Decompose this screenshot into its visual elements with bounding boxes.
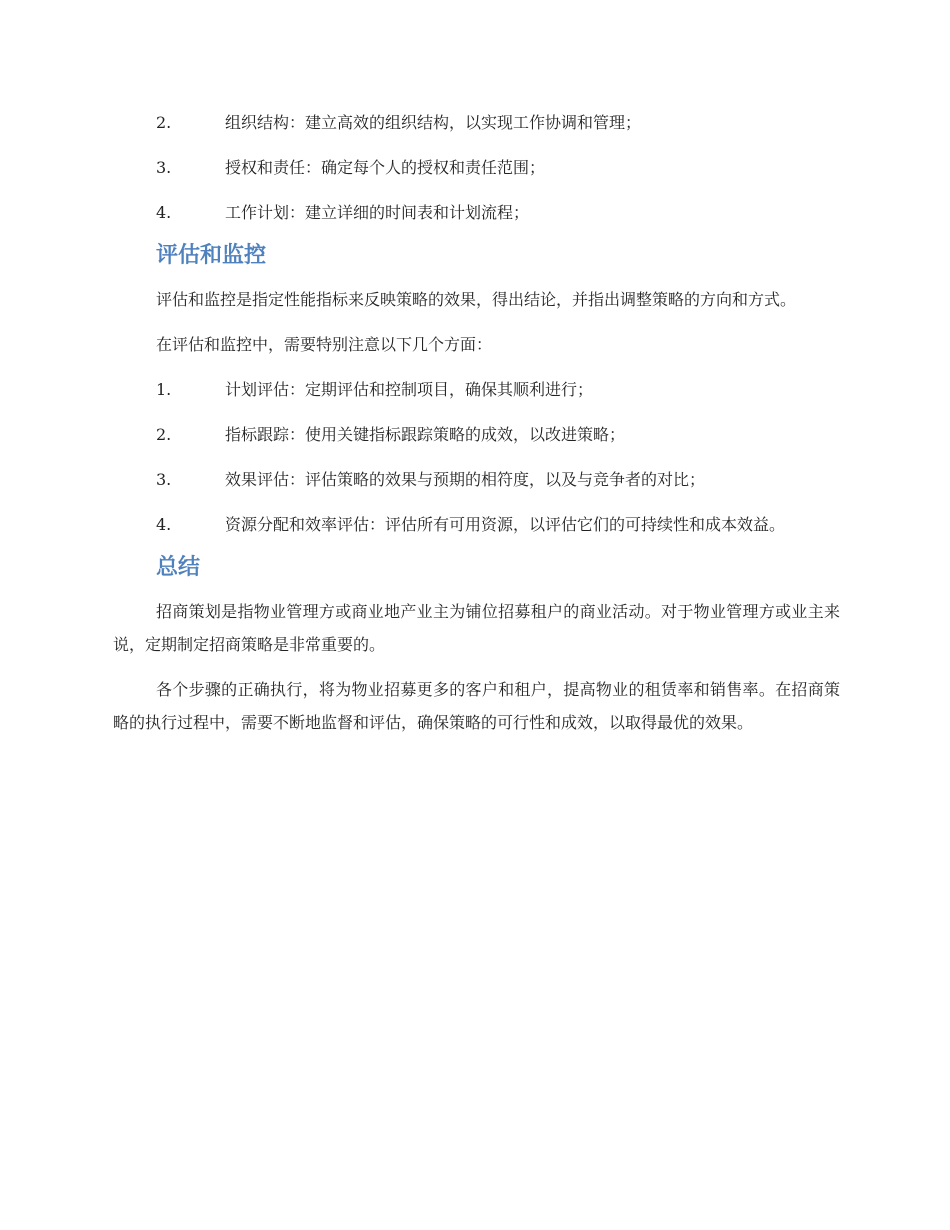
list-item-text: 工作计划：建立详细的时间表和计划流程； <box>225 203 530 222</box>
list-item <box>113 106 840 139</box>
section-heading-eval: 评估和监控 <box>156 243 267 268</box>
list-item-text: 计划评估：定期评估和控制项目，确保其顺利进行； <box>225 380 594 399</box>
summary-paragraph-1: 招商策划是指物业管理方或商业地产业主为铺位招募租户的商业活动。对于物业管理方或业主来说，定期制定招商策略是非常重要的。 <box>113 602 840 654</box>
list-item-number: 1. <box>156 380 172 399</box>
section-heading-summary: 总结 <box>156 555 201 580</box>
eval-paragraph-2: 在评估和监控中，需要特别注意以下几个方面： <box>156 335 493 354</box>
list-item-text: 授权和责任：确定每个人的授权和责任范围； <box>225 158 546 177</box>
list-item-number: 4. <box>156 203 172 222</box>
list-item-text: 组织结构：建立高效的组织结构，以实现工作协调和管理； <box>225 113 642 132</box>
list-item-number: 3. <box>156 470 172 489</box>
list-item-text: 资源分配和效率评估：评估所有可用资源，以评估它们的可持续性和成本效益。 <box>225 515 786 534</box>
eval-paragraph-1: 评估和监控是指定性能指标来反映策略的效果，得出结论，并指出调整策略的方向和方式。 <box>156 290 797 309</box>
list-item-number: 3. <box>156 158 172 177</box>
eval-list <box>113 373 840 541</box>
list-item-number: 2. <box>156 425 172 444</box>
list-item <box>113 463 840 496</box>
list-item-text: 指标跟踪：使用关键指标跟踪策略的成效，以改进策略； <box>225 425 626 444</box>
list-item-text: 效果评估：评估策略的效果与预期的相符度，以及与竞争者的对比； <box>225 470 706 489</box>
list-item <box>113 373 840 406</box>
list-item-number: 4. <box>156 515 172 534</box>
list-item <box>113 418 840 451</box>
intro-list <box>113 106 840 229</box>
document-body <box>113 106 840 751</box>
list-item <box>113 508 840 541</box>
list-item <box>113 196 840 229</box>
list-item-number: 2. <box>156 113 172 132</box>
list-item <box>113 151 840 184</box>
summary-paragraph-2: 各个步骤的正确执行，将为物业招募更多的客户和租户，提高物业的租赁率和销售率。在招商策略的执行过程中，需要不断地监督和评估，确保策略的可行性和成效，以取得最优的效果。 <box>113 680 840 732</box>
